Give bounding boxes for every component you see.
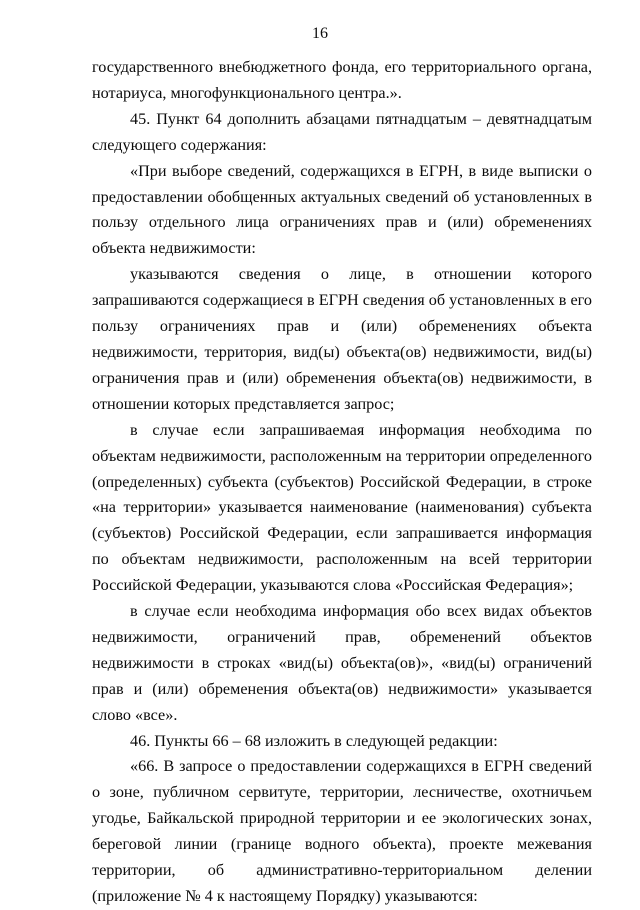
page-number: 16 xyxy=(312,25,328,42)
paragraph-item-45: 45. Пункт 64 дополнить абзацами пятнадцатым – девятнадцатым следующего содержания: xyxy=(92,109,592,154)
paragraph-item-66: «66. В запросе о предоставлении содержащихся в ЕГРН сведений о зоне, публичном сервитуте, территории, лесничестве, охотничьем угодье, Байкальской природной территории и ее экологических зонах, береговой линии (границе водного объекта), проекте межевания территории, об административно-территориальном делении (приложение № 4 к настоящему Порядку) указываются: xyxy=(92,757,592,905)
paragraph: указываются сведения о лице, в отношении которого запрашиваются содержащиеся в ЕГРН сведения об установленных в его пользу ограничениях прав и (или) обременениях объекта недвижимости, территория, вид(ы) объекта(ов) недвижимости, вид(ы) ограничения прав и (или) обременения объекта(ов) недвижимости, в отношении которых представляется запрос; xyxy=(92,265,592,413)
paragraph: в случае если необходима информация обо всех видах объектов недвижимости, ограничений прав, обременений объектов недвижимости в строках «вид(ы) объекта(ов)», «вид(ы) ограничений прав и (или) обременения объекта(ов) недвижимости» указывается слово «все». xyxy=(92,602,592,724)
document-body xyxy=(92,55,592,910)
paragraph-quote-start: «При выборе сведений, содержащихся в ЕГРН, в виде выписки о предоставлении обобщенных актуальных сведений об установленных в пользу отдельного лица ограничениях прав и (или) обременениях объекта недвижимости: xyxy=(92,161,592,258)
paragraph-item-46: 46. Пункты 66 – 68 изложить в следующей редакции: xyxy=(130,731,498,750)
paragraph-continuation: государственного внебюджетного фонда, его территориального органа, нотариуса, многофункционального центра.». xyxy=(92,58,592,102)
paragraph: в случае если запрашиваемая информация необходима по объектам недвижимости, расположенным на территории определенного (определенных) субъекта (субъектов) Российской Федерации, в строке «на территории» указывается наименование (наименования) субъекта (субъектов) Российской Федерации, если запрашивается информация по объектам недвижимости, расположенным на всей территории Российской Федерации, указываются слова «Российская Федерация»; xyxy=(92,420,592,595)
